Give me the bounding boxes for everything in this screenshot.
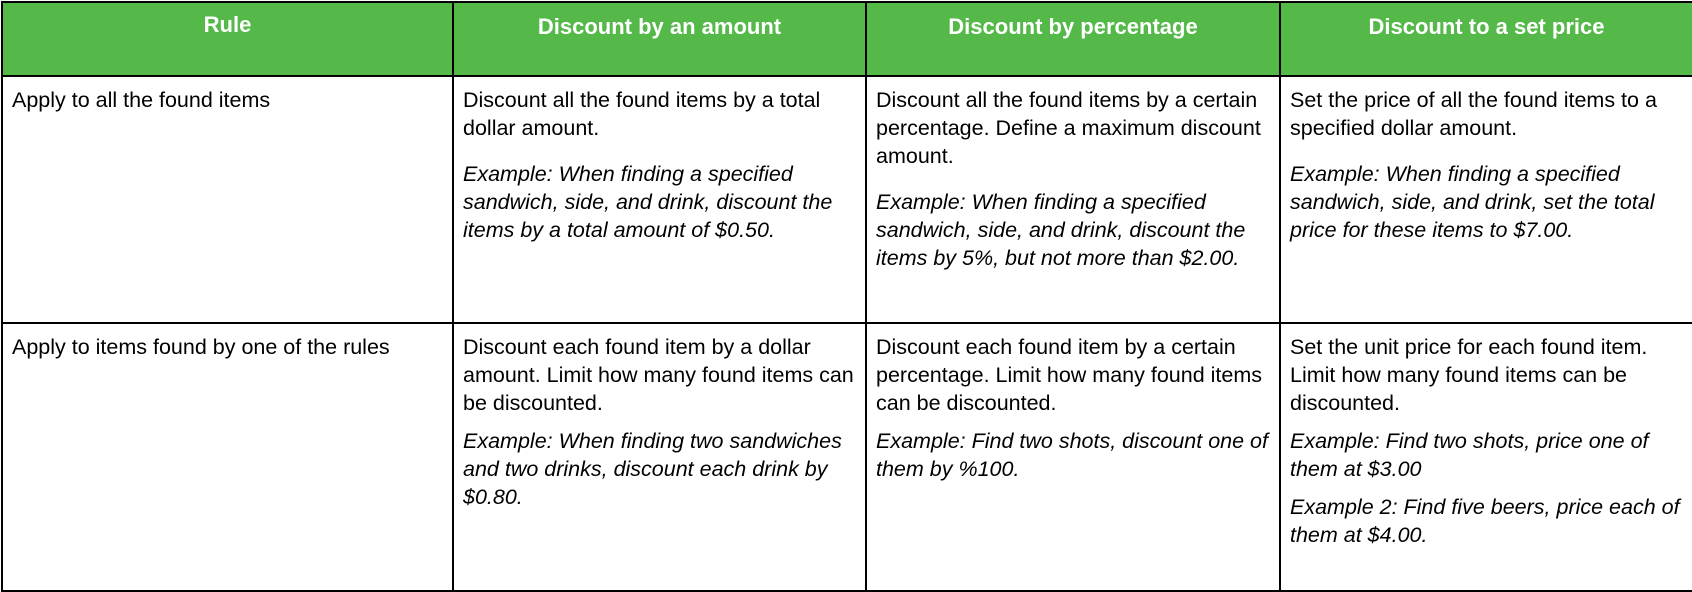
- amount-cell: [453, 323, 866, 591]
- header-row: [2, 2, 1692, 76]
- percentage-cell: [866, 76, 1280, 323]
- set-price-description: Set the unit price for each found item. Limit how many found items can be discounted.: [1290, 335, 1648, 415]
- discount-rules-table: [1, 1, 1692, 592]
- set-price-example: Example: When finding a specified sandwich, side, and drink, set the total price for these items to $7.00.: [1290, 162, 1655, 242]
- header-rule: Rule: [2, 2, 453, 76]
- amount-example: Example: When finding two sandwiches and two drinks, discount each drink by $0.80.: [463, 429, 842, 509]
- table-row: [2, 76, 1692, 323]
- percentage-cell: [866, 323, 1280, 591]
- amount-cell: [453, 76, 866, 323]
- set-price-cell: [1280, 76, 1692, 323]
- table-row: [2, 323, 1692, 591]
- percentage-example: Example: Find two shots, discount one of them by %100.: [876, 429, 1268, 481]
- rule-text: Apply to all the found items: [12, 88, 271, 112]
- header-discount-to-set-price: Discount to a set price: [1280, 2, 1692, 76]
- amount-description: Discount all the found items by a total dollar amount.: [463, 88, 821, 140]
- percentage-description: Discount each found item by a certain percentage. Limit how many found items can be discounted.: [876, 335, 1263, 415]
- set-price-example: Example: Find two shots, price one of them at $3.00: [1290, 429, 1649, 481]
- percentage-description: Discount all the found items by a certain percentage. Define a maximum discount amount.: [876, 88, 1261, 168]
- amount-example: Example: When finding a specified sandwich, side, and drink, discount the items by a total amount of $0.50.: [463, 162, 833, 242]
- set-price-example-2: Example 2: Find five beers, price each of them at $4.00.: [1290, 495, 1680, 547]
- rule-cell: [2, 76, 453, 323]
- header-discount-by-percentage: Discount by percentage: [866, 2, 1280, 76]
- header-discount-by-amount: Discount by an amount: [453, 2, 866, 76]
- rule-text: Apply to items found by one of the rules: [12, 335, 390, 359]
- set-price-cell: [1280, 323, 1692, 591]
- percentage-example: Example: When finding a specified sandwich, side, and drink, discount the items by 5%, but not more than $2.00.: [876, 190, 1246, 270]
- table-header: [2, 2, 1692, 76]
- amount-description: Discount each found item by a dollar amount. Limit how many found items can be discounted.: [463, 335, 854, 415]
- set-price-description: Set the price of all the found items to a specified dollar amount.: [1290, 88, 1657, 140]
- rule-cell: [2, 323, 453, 591]
- table-body: [2, 76, 1692, 591]
